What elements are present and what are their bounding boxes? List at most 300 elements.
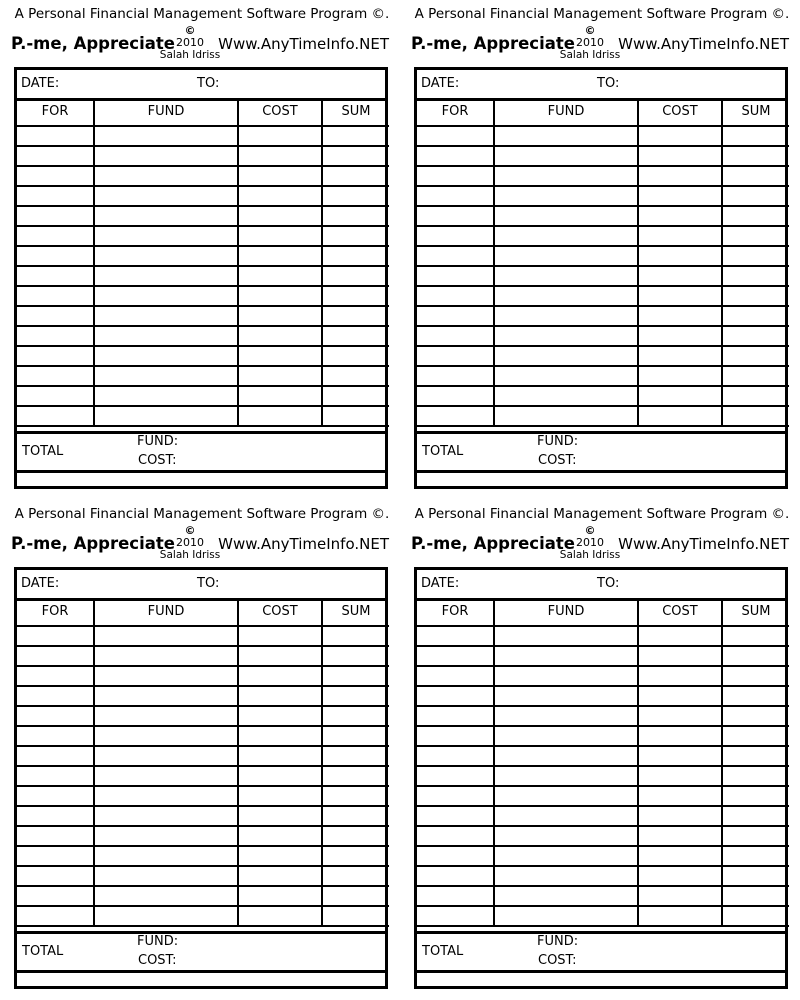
ledger-cell-fund[interactable] (494, 286, 638, 306)
date-row (17, 570, 385, 601)
ledger-cell-for[interactable] (17, 666, 94, 686)
ledger-cell-cost[interactable] (238, 366, 322, 386)
ledger-cell-sum[interactable] (322, 666, 389, 686)
totals-section (17, 431, 385, 473)
ledger-cell-sum[interactable] (322, 746, 389, 766)
ledger-row (417, 186, 789, 206)
ledger-cell-fund[interactable] (494, 126, 638, 146)
ledger-cell-for[interactable] (417, 206, 494, 226)
ledger-cell-fund[interactable] (94, 306, 238, 326)
ledger-cell-sum[interactable] (322, 126, 389, 146)
ledger-cell-sum[interactable] (322, 726, 389, 746)
ledger-cell-for[interactable] (417, 846, 494, 866)
ledger-box (414, 567, 788, 989)
ledger-cell-fund[interactable] (94, 226, 238, 246)
ledger-cell-fund[interactable] (94, 766, 238, 786)
col-header-fund: FUND (494, 598, 638, 626)
ledger-cell-for[interactable] (417, 746, 494, 766)
ledger-cell-cost[interactable] (238, 646, 322, 666)
ledger-cell-fund[interactable] (494, 206, 638, 226)
col-header-cost: COST (238, 98, 322, 126)
ledger-cell-fund[interactable] (94, 806, 238, 826)
ledger-cell-sum[interactable] (722, 366, 789, 386)
ledger-cell-cost[interactable] (638, 626, 722, 646)
ledger-cell-sum[interactable] (722, 266, 789, 286)
ledger-cell-sum[interactable] (322, 206, 389, 226)
ledger-cell-for[interactable] (417, 866, 494, 886)
ledger-cell-fund[interactable] (494, 886, 638, 906)
ledger-cell-cost[interactable] (638, 686, 722, 706)
ledger-cell-sum[interactable] (322, 346, 389, 366)
ledger-cell-cost[interactable] (638, 806, 722, 826)
ledger-cell-cost[interactable] (638, 866, 722, 886)
ledger-box (14, 567, 388, 989)
ledger-cell-fund[interactable] (94, 726, 238, 746)
ledger-cell-for[interactable] (17, 286, 94, 306)
ledger-cell-cost[interactable] (238, 146, 322, 166)
ledger-cell-sum[interactable] (322, 366, 389, 386)
ledger-cell-cost[interactable] (238, 226, 322, 246)
ledger-cell-sum[interactable] (322, 286, 389, 306)
ledger-cell-cost[interactable] (238, 186, 322, 206)
ledger-cell-cost[interactable] (638, 326, 722, 346)
ledger-cell-sum[interactable] (722, 406, 789, 426)
ledger-cell-cost[interactable] (238, 806, 322, 826)
ledger-cell-sum[interactable] (322, 906, 389, 926)
ledger-cell-for[interactable] (417, 126, 494, 146)
ledger-cell-for[interactable] (17, 226, 94, 246)
ledger-cell-cost[interactable] (238, 206, 322, 226)
to-label: TO: (197, 576, 220, 591)
ledger-cell-for[interactable] (417, 766, 494, 786)
ledger-row (17, 826, 389, 846)
ledger-cell-for[interactable] (417, 686, 494, 706)
ledger-cell-fund[interactable] (94, 346, 238, 366)
ledger-cell-for[interactable] (417, 706, 494, 726)
ledger-cell-for[interactable] (17, 826, 94, 846)
ledger-cell-for[interactable] (17, 646, 94, 666)
ledger-cell-cost[interactable] (238, 746, 322, 766)
ledger-cell-sum[interactable] (322, 146, 389, 166)
ledger-cell-sum[interactable] (722, 906, 789, 926)
ledger-cell-sum[interactable] (722, 626, 789, 646)
ledger-cell-fund[interactable] (494, 306, 638, 326)
ledger-cell-fund[interactable] (494, 266, 638, 286)
ledger-cell-fund[interactable] (494, 806, 638, 826)
total-cost-label: COST: (138, 953, 177, 968)
ledger-cell-sum[interactable] (322, 226, 389, 246)
ledger-cell-fund[interactable] (94, 286, 238, 306)
copyright-year: 2010 (576, 36, 604, 49)
ledger-cell-for[interactable] (17, 686, 94, 706)
ledger-cell-fund[interactable] (494, 846, 638, 866)
ledger-cell-sum[interactable] (322, 646, 389, 666)
copyright-symbol: © (584, 24, 596, 37)
ledger-cell-for[interactable] (417, 626, 494, 646)
ledger-cell-sum[interactable] (322, 246, 389, 266)
total-fund-label: FUND: (137, 934, 179, 949)
ledger-row (417, 146, 789, 166)
ledger-cell-sum[interactable] (722, 886, 789, 906)
ledger-cell-fund[interactable] (494, 826, 638, 846)
ledger-cell-for[interactable] (17, 366, 94, 386)
ledger-cell-cost[interactable] (238, 246, 322, 266)
ledger-cell-cost[interactable] (638, 226, 722, 246)
ledger-cell-sum[interactable] (322, 866, 389, 886)
brand-name: P.-me, Appreciate (11, 34, 175, 53)
ledger-cell-for[interactable] (417, 346, 494, 366)
tagline: A Personal Financial Management Software Program ©. (14, 506, 390, 522)
ledger-cell-for[interactable] (17, 126, 94, 146)
ledger-cell-sum[interactable] (722, 146, 789, 166)
total-cost-label: COST: (538, 453, 577, 468)
ledger-cell-sum[interactable] (722, 166, 789, 186)
ledger-cell-fund[interactable] (94, 886, 238, 906)
ledger-cell-sum[interactable] (722, 126, 789, 146)
ledger-cell-cost[interactable] (238, 346, 322, 366)
ledger-cell-fund[interactable] (494, 706, 638, 726)
ledger-row (417, 766, 789, 786)
ledger-cell-sum[interactable] (322, 706, 389, 726)
ledger-cell-for[interactable] (417, 386, 494, 406)
ledger-cell-cost[interactable] (238, 126, 322, 146)
ledger-cell-sum[interactable] (722, 226, 789, 246)
ledger-cell-cost[interactable] (638, 786, 722, 806)
ledger-row (17, 246, 389, 266)
ledger-cell-for[interactable] (417, 146, 494, 166)
ledger-cell-for[interactable] (417, 266, 494, 286)
ledger-cell-for[interactable] (17, 206, 94, 226)
ledger-cell-cost[interactable] (238, 706, 322, 726)
ledger-cell-cost[interactable] (238, 266, 322, 286)
ledger-cell-cost[interactable] (638, 126, 722, 146)
ledger-cell-sum[interactable] (722, 746, 789, 766)
total-fund-label: FUND: (537, 434, 579, 449)
ledger-cell-sum[interactable] (322, 326, 389, 346)
ledger-cell-cost[interactable] (638, 206, 722, 226)
ledger-cell-sum[interactable] (722, 666, 789, 686)
ledger-cell-cost[interactable] (238, 326, 322, 346)
ledger-cell-cost[interactable] (238, 786, 322, 806)
ledger-cell-fund[interactable] (94, 386, 238, 406)
ledger-cell-for[interactable] (17, 746, 94, 766)
ledger-cell-for[interactable] (17, 786, 94, 806)
ledger-form-bottom-right (407, 504, 797, 994)
totals-section (17, 931, 385, 973)
ledger-cell-for[interactable] (17, 146, 94, 166)
col-header-fund: FUND (494, 98, 638, 126)
ledger-header-row (17, 598, 389, 626)
ledger-cell-for[interactable] (417, 826, 494, 846)
ledger-cell-sum[interactable] (722, 386, 789, 406)
ledger-cell-fund[interactable] (494, 666, 638, 686)
ledger-row (17, 126, 389, 146)
ledger-cell-sum[interactable] (722, 786, 789, 806)
ledger-cell-fund[interactable] (494, 146, 638, 166)
ledger-cell-for[interactable] (17, 246, 94, 266)
ledger-cell-fund[interactable] (494, 866, 638, 886)
ledger-cell-sum[interactable] (722, 346, 789, 366)
ledger-cell-cost[interactable] (238, 166, 322, 186)
ledger-cell-fund[interactable] (494, 346, 638, 366)
ledger-cell-cost[interactable] (638, 186, 722, 206)
ledger-cell-cost[interactable] (638, 646, 722, 666)
ledger-cell-for[interactable] (17, 406, 94, 426)
ledger-cell-cost[interactable] (638, 826, 722, 846)
ledger-cell-sum[interactable] (722, 726, 789, 746)
ledger-cell-fund[interactable] (94, 686, 238, 706)
ledger-cell-cost[interactable] (638, 266, 722, 286)
ledger-row (417, 286, 789, 306)
ledger-cell-sum[interactable] (322, 786, 389, 806)
ledger-cell-for[interactable] (17, 306, 94, 326)
ledger-row (17, 626, 389, 646)
ledger-cell-fund[interactable] (94, 146, 238, 166)
ledger-cell-cost[interactable] (638, 366, 722, 386)
ledger-cell-cost[interactable] (638, 286, 722, 306)
ledger-cell-fund[interactable] (494, 246, 638, 266)
ledger-cell-for[interactable] (17, 866, 94, 886)
ledger-cell-fund[interactable] (94, 326, 238, 346)
ledger-cell-cost[interactable] (638, 146, 722, 166)
ledger-cell-fund[interactable] (494, 386, 638, 406)
ledger-cell-cost[interactable] (638, 706, 722, 726)
ledger-row (417, 806, 789, 826)
ledger-cell-fund[interactable] (494, 686, 638, 706)
ledger-header-row (417, 98, 789, 126)
ledger-row (417, 666, 789, 686)
ledger-cell-for[interactable] (417, 886, 494, 906)
ledger-cell-fund[interactable] (494, 766, 638, 786)
ledger-cell-for[interactable] (17, 626, 94, 646)
ledger-cell-sum[interactable] (322, 166, 389, 186)
ledger-cell-for[interactable] (417, 646, 494, 666)
ledger-cell-for[interactable] (17, 706, 94, 726)
website-link: Www.AnyTimeInfo.NET (618, 35, 789, 53)
totals-section (417, 931, 785, 973)
ledger-cell-for[interactable] (17, 806, 94, 826)
ledger-cell-cost[interactable] (238, 626, 322, 646)
ledger-cell-cost[interactable] (638, 766, 722, 786)
ledger-cell-cost[interactable] (238, 726, 322, 746)
ledger-cell-for[interactable] (17, 166, 94, 186)
ledger-cell-cost[interactable] (238, 386, 322, 406)
ledger-cell-sum[interactable] (722, 846, 789, 866)
ledger-cell-sum[interactable] (722, 766, 789, 786)
ledger-cell-fund[interactable] (494, 906, 638, 926)
ledger-cell-sum[interactable] (722, 826, 789, 846)
ledger-cell-cost[interactable] (238, 286, 322, 306)
ledger-cell-fund[interactable] (494, 366, 638, 386)
ledger-cell-fund[interactable] (94, 706, 238, 726)
ledger-cell-cost[interactable] (638, 386, 722, 406)
ledger-cell-sum[interactable] (322, 186, 389, 206)
ledger-cell-for[interactable] (17, 766, 94, 786)
ledger-cell-sum[interactable] (722, 286, 789, 306)
copyright-author: Salah Idriss (159, 49, 221, 61)
ledger-cell-for[interactable] (417, 186, 494, 206)
ledger-cell-fund[interactable] (494, 786, 638, 806)
ledger-cell-for[interactable] (417, 226, 494, 246)
ledger-cell-sum[interactable] (322, 626, 389, 646)
ledger-cell-fund[interactable] (494, 726, 638, 746)
ledger-row (17, 186, 389, 206)
ledger-cell-sum[interactable] (322, 306, 389, 326)
ledger-row (17, 326, 389, 346)
ledger-cell-for[interactable] (17, 846, 94, 866)
ledger-cell-sum[interactable] (322, 886, 389, 906)
col-header-fund: FUND (94, 98, 238, 126)
ledger-cell-fund[interactable] (94, 406, 238, 426)
ledger-cell-fund[interactable] (94, 266, 238, 286)
ledger-cell-fund[interactable] (94, 786, 238, 806)
ledger-cell-for[interactable] (417, 406, 494, 426)
ledger-cell-for[interactable] (417, 806, 494, 826)
ledger-cell-for[interactable] (417, 326, 494, 346)
ledger-cell-cost[interactable] (238, 906, 322, 926)
ledger-cell-fund[interactable] (94, 646, 238, 666)
ledger-cell-for[interactable] (17, 886, 94, 906)
copyright-block (155, 525, 225, 561)
ledger-cell-fund[interactable] (94, 846, 238, 866)
ledger-cell-sum[interactable] (722, 306, 789, 326)
ledger-cell-for[interactable] (417, 286, 494, 306)
ledger-cell-for[interactable] (17, 326, 94, 346)
ledger-row (17, 226, 389, 246)
ledger-cell-fund[interactable] (494, 746, 638, 766)
ledger-cell-fund[interactable] (494, 626, 638, 646)
ledger-cell-sum[interactable] (722, 706, 789, 726)
ledger-cell-fund[interactable] (94, 166, 238, 186)
ledger-cell-sum[interactable] (722, 686, 789, 706)
copyright-block (555, 25, 625, 61)
ledger-cell-cost[interactable] (638, 246, 722, 266)
ledger-row (417, 266, 789, 286)
ledger-cell-for[interactable] (417, 306, 494, 326)
ledger-cell-cost[interactable] (638, 746, 722, 766)
ledger-cell-cost[interactable] (238, 306, 322, 326)
ledger-cell-for[interactable] (17, 346, 94, 366)
ledger-cell-cost[interactable] (638, 346, 722, 366)
ledger-cell-sum[interactable] (322, 766, 389, 786)
brand-name: P.-me, Appreciate (411, 34, 575, 53)
ledger-cell-cost[interactable] (238, 766, 322, 786)
ledger-cell-fund[interactable] (494, 166, 638, 186)
ledger-cell-fund[interactable] (94, 666, 238, 686)
ledger-row (417, 326, 789, 346)
ledger-row (17, 726, 389, 746)
copyright-symbol: © (184, 524, 196, 537)
ledger-cell-for[interactable] (417, 786, 494, 806)
ledger-cell-fund[interactable] (94, 746, 238, 766)
ledger-cell-cost[interactable] (238, 886, 322, 906)
ledger-cell-cost[interactable] (638, 406, 722, 426)
ledger-cell-cost[interactable] (238, 826, 322, 846)
ledger-row (417, 206, 789, 226)
ledger-cell-fund[interactable] (494, 186, 638, 206)
ledger-cell-for[interactable] (417, 666, 494, 686)
ledger-cell-for[interactable] (17, 186, 94, 206)
date-label: DATE: (421, 576, 460, 591)
ledger-cell-fund[interactable] (94, 126, 238, 146)
ledger-cell-for[interactable] (417, 366, 494, 386)
ledger-cell-fund[interactable] (94, 186, 238, 206)
ledger-row (417, 226, 789, 246)
ledger-cell-for[interactable] (417, 726, 494, 746)
ledger-cell-fund[interactable] (94, 366, 238, 386)
copyright-author: Salah Idriss (559, 549, 621, 561)
ledger-cell-fund[interactable] (494, 326, 638, 346)
ledger-cell-sum[interactable] (322, 826, 389, 846)
ledger-cell-cost[interactable] (638, 306, 722, 326)
ledger-cell-cost[interactable] (238, 666, 322, 686)
ledger-cell-sum[interactable] (322, 406, 389, 426)
ledger-cell-cost[interactable] (638, 166, 722, 186)
ledger-cell-for[interactable] (17, 386, 94, 406)
ledger-cell-sum[interactable] (722, 646, 789, 666)
ledger-cell-sum[interactable] (722, 326, 789, 346)
ledger-cell-for[interactable] (17, 906, 94, 926)
ledger-form-top-right (407, 4, 797, 494)
ledger-cell-sum[interactable] (722, 866, 789, 886)
ledger-cell-cost[interactable] (638, 726, 722, 746)
ledger-cell-sum[interactable] (322, 686, 389, 706)
ledger-cell-for[interactable] (17, 726, 94, 746)
ledger-cell-cost[interactable] (638, 666, 722, 686)
ledger-row (17, 406, 389, 426)
copyright-author: Salah Idriss (159, 549, 221, 561)
ledger-row (17, 306, 389, 326)
ledger-cell-fund[interactable] (494, 406, 638, 426)
ledger-cell-sum[interactable] (722, 186, 789, 206)
ledger-cell-sum[interactable] (322, 266, 389, 286)
ledger-cell-fund[interactable] (94, 826, 238, 846)
ledger-cell-cost[interactable] (638, 846, 722, 866)
ledger-cell-cost[interactable] (238, 866, 322, 886)
ledger-cell-cost[interactable] (238, 686, 322, 706)
ledger-cell-for[interactable] (17, 266, 94, 286)
total-fund-label: FUND: (537, 934, 579, 949)
ledger-cell-cost[interactable] (638, 886, 722, 906)
ledger-cell-cost[interactable] (638, 906, 722, 926)
ledger-cell-sum[interactable] (722, 806, 789, 826)
ledger-cell-fund[interactable] (94, 206, 238, 226)
ledger-row (17, 806, 389, 826)
ledger-cell-sum[interactable] (322, 806, 389, 826)
col-header-sum: SUM (722, 98, 789, 126)
ledger-cell-for[interactable] (417, 906, 494, 926)
tagline: A Personal Financial Management Software Program ©. (414, 506, 790, 522)
date-label: DATE: (21, 76, 60, 91)
ledger-cell-sum[interactable] (722, 206, 789, 226)
website-link: Www.AnyTimeInfo.NET (218, 535, 389, 553)
ledger-cell-cost[interactable] (238, 846, 322, 866)
ledger-row (17, 346, 389, 366)
tagline: A Personal Financial Management Software Program ©. (414, 6, 790, 22)
ledger-cell-for[interactable] (417, 246, 494, 266)
ledger-cell-cost[interactable] (238, 406, 322, 426)
ledger-cell-fund[interactable] (494, 226, 638, 246)
ledger-cell-sum[interactable] (722, 246, 789, 266)
ledger-cell-sum[interactable] (322, 846, 389, 866)
ledger-cell-fund[interactable] (94, 626, 238, 646)
ledger-cell-fund[interactable] (94, 906, 238, 926)
ledger-cell-for[interactable] (417, 166, 494, 186)
ledger-cell-sum[interactable] (322, 386, 389, 406)
ledger-cell-fund[interactable] (94, 246, 238, 266)
ledger-cell-fund[interactable] (94, 866, 238, 886)
ledger-cell-fund[interactable] (494, 646, 638, 666)
